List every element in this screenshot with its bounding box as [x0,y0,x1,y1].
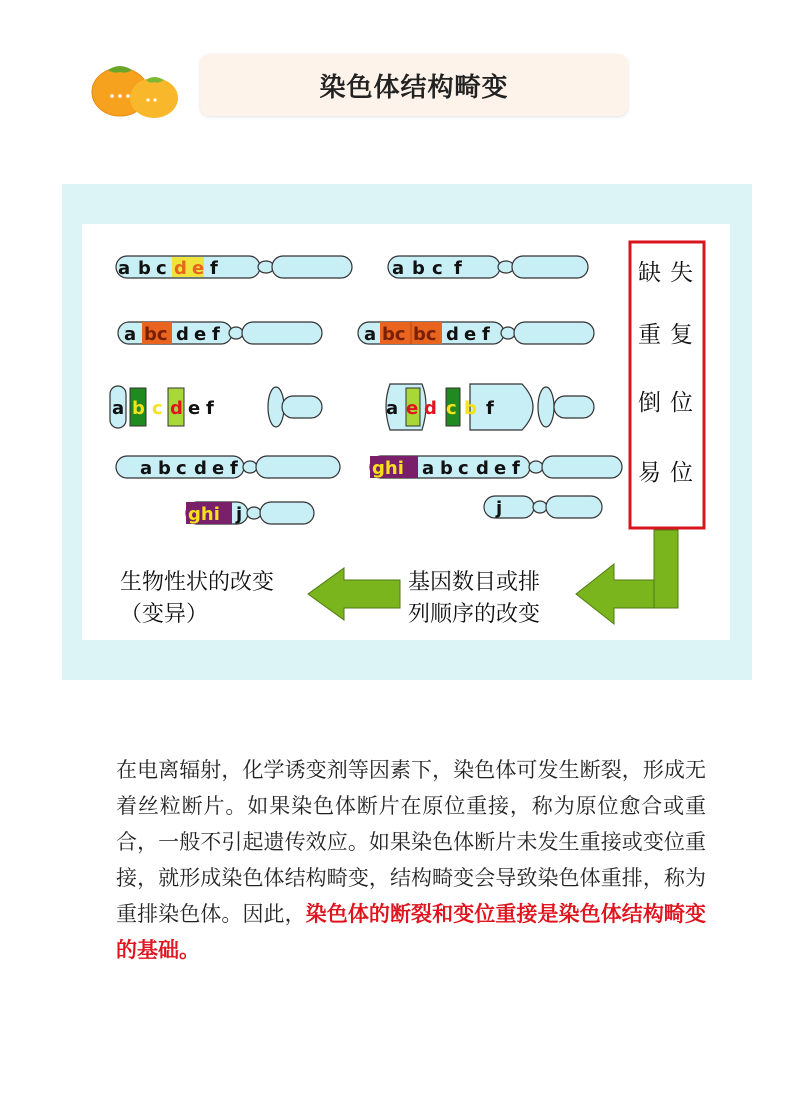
chromosome-aberration-diagram [82,224,730,640]
gene-c: c [432,258,443,279]
gene-e: e [194,324,207,345]
type-translocation-1: 易 [638,460,661,486]
gene-b: b [158,458,171,479]
gene-f: f [210,258,218,279]
aberration-types-box [630,242,704,528]
gene-e: e [464,324,477,345]
type-duplication-1: 重 [638,322,661,348]
gene-c: c [458,458,469,479]
gene-f: f [486,398,494,419]
row-deletion-right [388,256,588,279]
gene-ghi: ghi [372,458,404,479]
gene-bc: bc [413,324,437,345]
title-banner [200,54,628,116]
gene-f: f [454,258,462,279]
gene-b: b [138,258,151,279]
explanation-paragraph [116,752,706,968]
gene-f: f [230,458,238,479]
row-duplication-left [118,322,322,345]
row-translocation-left [116,456,340,479]
gene-c: c [446,398,457,419]
gene-e: e [192,258,205,279]
gene-bc: bc [144,324,168,345]
gene-b: b [440,458,453,479]
row-translocation-right [370,456,622,479]
gene-e: e [188,398,201,419]
left-arrow [308,568,400,620]
gene-c: c [176,458,187,479]
type-translocation-2: 位 [670,460,693,486]
row-duplication-right [358,322,594,345]
gene-ghi: ghi [188,504,220,525]
gene-a: a [140,458,153,479]
gene-b: b [412,258,425,279]
gene-a: a [422,458,435,479]
gene-a: a [112,398,125,419]
gene-d: d [194,458,207,479]
gene-a: a [364,324,377,345]
row-fragment-left [186,502,314,525]
type-inversion-2: 位 [670,390,693,416]
gene-a: a [386,398,399,419]
gene-b: b [464,398,477,419]
flow-left-line1: 生物性状的改变 [120,570,275,595]
gene-a: a [118,258,131,279]
gene-a: a [124,324,137,345]
l-shaped-arrow [576,530,678,624]
gene-c: c [156,258,167,279]
gene-bc: bc [382,324,406,345]
gene-e: e [406,398,419,419]
gene-j: j [236,504,243,525]
gene-f: f [482,324,490,345]
gene-f: f [206,398,214,419]
gene-j: j [496,498,503,519]
gene-e: e [494,458,507,479]
gene-d: d [170,398,183,419]
row-fragment-right [484,496,602,519]
gene-d: d [174,258,187,279]
gene-d: d [424,398,437,419]
gene-e: e [212,458,225,479]
gene-a: a [392,258,405,279]
type-deletion-2: 失 [670,260,693,286]
type-duplication-2: 复 [670,322,693,348]
page-title: 染色体结构畸变 [319,72,509,103]
row-inversion-left [110,386,322,428]
type-deletion-1: 缺 [638,260,661,286]
gene-d: d [176,324,189,345]
explanation-highlight: 染色体的断裂和变位重接是染色体结构畸变的基础。 [116,902,707,962]
gene-f: f [512,458,520,479]
gene-d: d [446,324,459,345]
row-inversion-right [386,384,594,430]
flow-middle-line1: 基因数目或排 [408,570,541,595]
flow-left-line2: （变异） [120,602,209,627]
row-deletion-left [116,256,352,279]
gene-c: c [152,398,163,419]
explanation-text: 在电离辐射，化学诱变剂等因素下，染色体可发生断裂，形成无着丝粒断片。如果染色体断片在原位重接，称为原位愈合或重合，一般不引起遗传效应。如果染色体断片未发生重接或变位重接，就形成染色体结构畸变，结构畸变会导致染色体重排，称为重排染色体。因此， [116,758,706,926]
gene-b: b [132,398,145,419]
gene-d: d [476,458,489,479]
flow-middle-line2: 列顺序的改变 [408,602,541,627]
type-inversion-1: 倒 [638,390,661,416]
persimmon-icon [88,58,188,124]
gene-f: f [212,324,220,345]
